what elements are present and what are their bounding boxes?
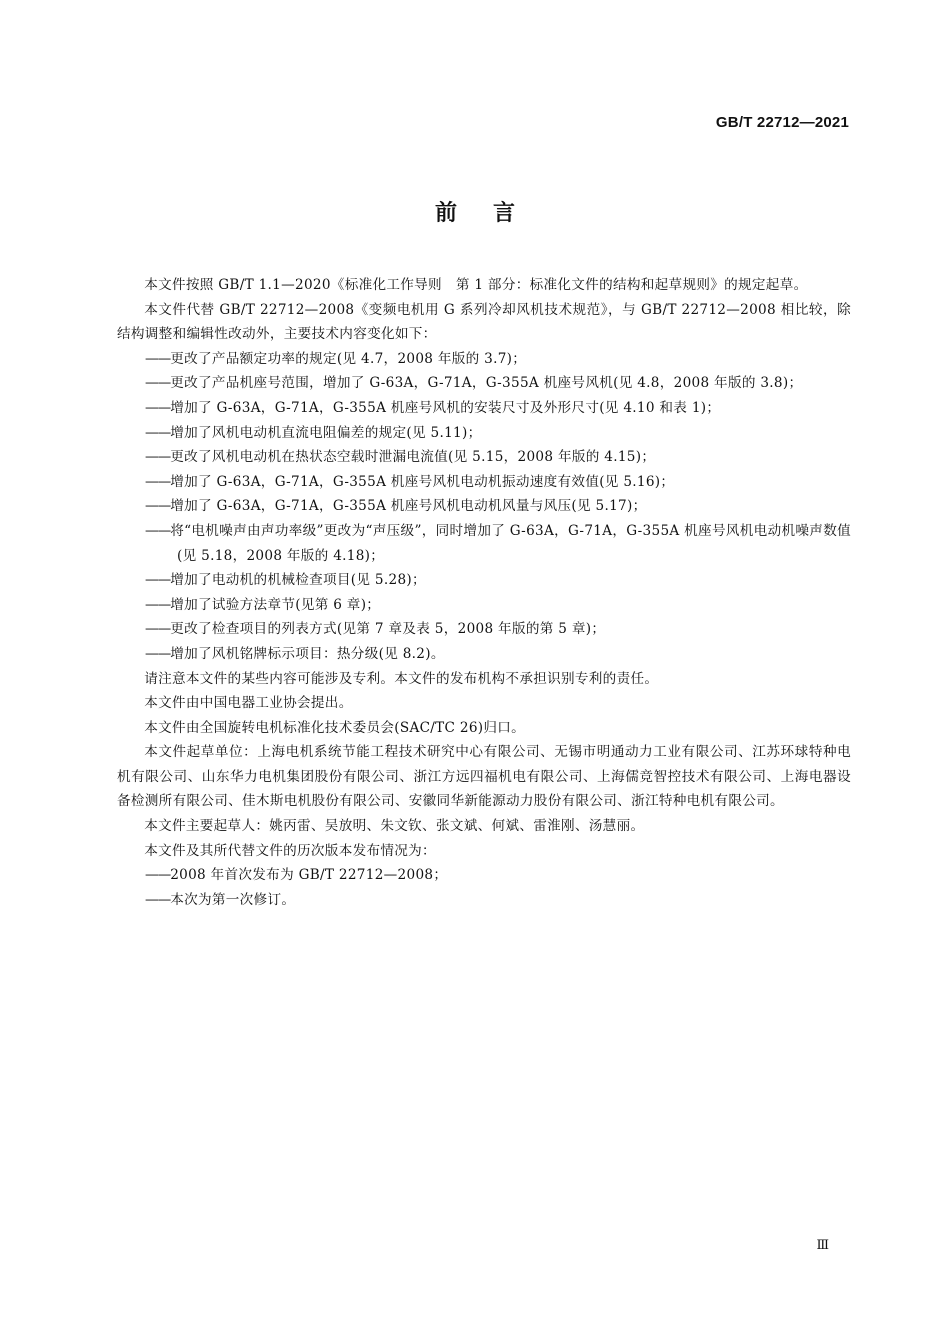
history-text: 2008 年首次发布为 GB/T 22712—2008； bbox=[170, 867, 448, 884]
history-item bbox=[117, 888, 851, 913]
change-item bbox=[117, 519, 851, 568]
dash-marker: —— bbox=[145, 424, 171, 441]
history-text: 本次为第一次修订。 bbox=[170, 891, 296, 908]
change-item bbox=[117, 347, 851, 372]
change-text: 增加了试验方法章节(见第 6 章)； bbox=[170, 596, 381, 613]
dash-marker: —— bbox=[145, 522, 171, 539]
paragraph: 本文件起草单位：上海电机系统节能工程技术研究中心有限公司、无锡市明通动力工业有限公司、江苏环球特种电机有限公司、山东华力电机集团股份有限公司、浙江方远四福机电有限公司、上海儒竞智控技术有限公司、上海电器设备检测所有限公司、佳木斯电机股份有限公司、安徽同华新能源动力股份有限公司、浙江特种电机有限公司。 bbox=[117, 744, 851, 810]
dash-marker: —— bbox=[145, 473, 171, 490]
change-item bbox=[117, 445, 851, 470]
change-text: 增加了 G-63A，G-71A，G-355A 机座号风机电动机风量与风压(见 5.17)； bbox=[170, 498, 647, 515]
change-item bbox=[117, 421, 851, 446]
dash-marker: —— bbox=[145, 596, 171, 613]
history-item bbox=[117, 863, 851, 888]
change-text: 更改了产品机座号范围，增加了 G-63A，G-71A，G-355A 机座号风机(见 4.8，2008 年版的 3.8)； bbox=[170, 375, 803, 392]
dash-marker: —— bbox=[145, 645, 171, 662]
dash-marker: —— bbox=[145, 449, 171, 466]
dash-marker: —— bbox=[145, 867, 171, 884]
change-text: 更改了风机电动机在热状态空载时泄漏电流值(见 5.15，2008 年版的 4.15)； bbox=[170, 449, 656, 466]
change-text: 将“电机噪声由声功率级”更改为“声压级”，同时增加了 G-63A，G-71A，G-355A 机座号风机电动机噪声数值(见 5.18，2008 年版的 4.18)； bbox=[170, 522, 851, 564]
change-text: 增加了电动机的机械检查项目(见 5.28)； bbox=[170, 572, 426, 589]
dash-marker: —— bbox=[145, 891, 171, 908]
change-item bbox=[117, 396, 851, 421]
change-item bbox=[117, 494, 851, 519]
change-item bbox=[117, 371, 851, 396]
dash-marker: —— bbox=[145, 621, 171, 638]
paragraph: 本文件代替 GB/T 22712—2008《变频电机用 G 系列冷却风机技术规范》，与 GB/T 22712—2008 相比较，除结构调整和编辑性改动外，主要技术内容变化如下： bbox=[117, 301, 851, 343]
page-number: Ⅲ bbox=[816, 1238, 829, 1253]
change-item bbox=[117, 593, 851, 618]
paragraph: 本文件及其所代替文件的历次版本发布情况为： bbox=[144, 842, 436, 859]
paragraph: 本文件按照 GB/T 1.1—2020《标准化工作导则 第 1 部分：标准化文件的结构和起草规则》的规定起草。 bbox=[144, 277, 808, 293]
change-item bbox=[117, 642, 851, 667]
dash-marker: —— bbox=[145, 399, 171, 416]
change-text: 增加了 G-63A，G-71A，G-355A 机座号风机电动机振动速度有效值(见 5.16)； bbox=[170, 473, 675, 490]
paragraph: 本文件由中国电器工业协会提出。 bbox=[144, 695, 353, 712]
change-item bbox=[117, 470, 851, 495]
dash-marker: —— bbox=[145, 375, 171, 392]
paragraph: 本文件由全国旋转电机标准化技术委员会(SAC/TC 26)归口。 bbox=[144, 719, 526, 736]
change-item bbox=[117, 617, 851, 642]
foreword-body bbox=[117, 273, 851, 912]
dash-marker: —— bbox=[145, 498, 171, 515]
standard-code: GB/T 22712—2021 bbox=[715, 114, 849, 131]
paragraph: 本文件主要起草人：姚丙雷、吴放明、朱文钦、张文斌、何斌、雷淮刚、汤慧丽。 bbox=[144, 818, 645, 835]
change-text: 增加了风机电动机直流电阻偏差的规定(见 5.11)； bbox=[170, 424, 482, 441]
change-text: 更改了产品额定功率的规定(见 4.7，2008 年版的 3.7)； bbox=[170, 350, 527, 367]
change-item bbox=[117, 568, 851, 593]
page-title: 前言 bbox=[434, 201, 551, 226]
change-text: 增加了风机铭牌标示项目：热分级(见 8.2)。 bbox=[170, 645, 445, 662]
dash-marker: —— bbox=[145, 572, 171, 589]
dash-marker: —— bbox=[145, 350, 171, 367]
change-text: 更改了检查项目的列表方式(见第 7 章及表 5，2008 年版的第 5 章)； bbox=[170, 621, 606, 638]
change-text: 增加了 G-63A，G-71A，G-355A 机座号风机的安装尺寸及外形尺寸(见 4.10 和表 1)； bbox=[170, 399, 721, 416]
paragraph: 请注意本文件的某些内容可能涉及专利。本文件的发布机构不承担识别专利的责任。 bbox=[144, 670, 659, 687]
